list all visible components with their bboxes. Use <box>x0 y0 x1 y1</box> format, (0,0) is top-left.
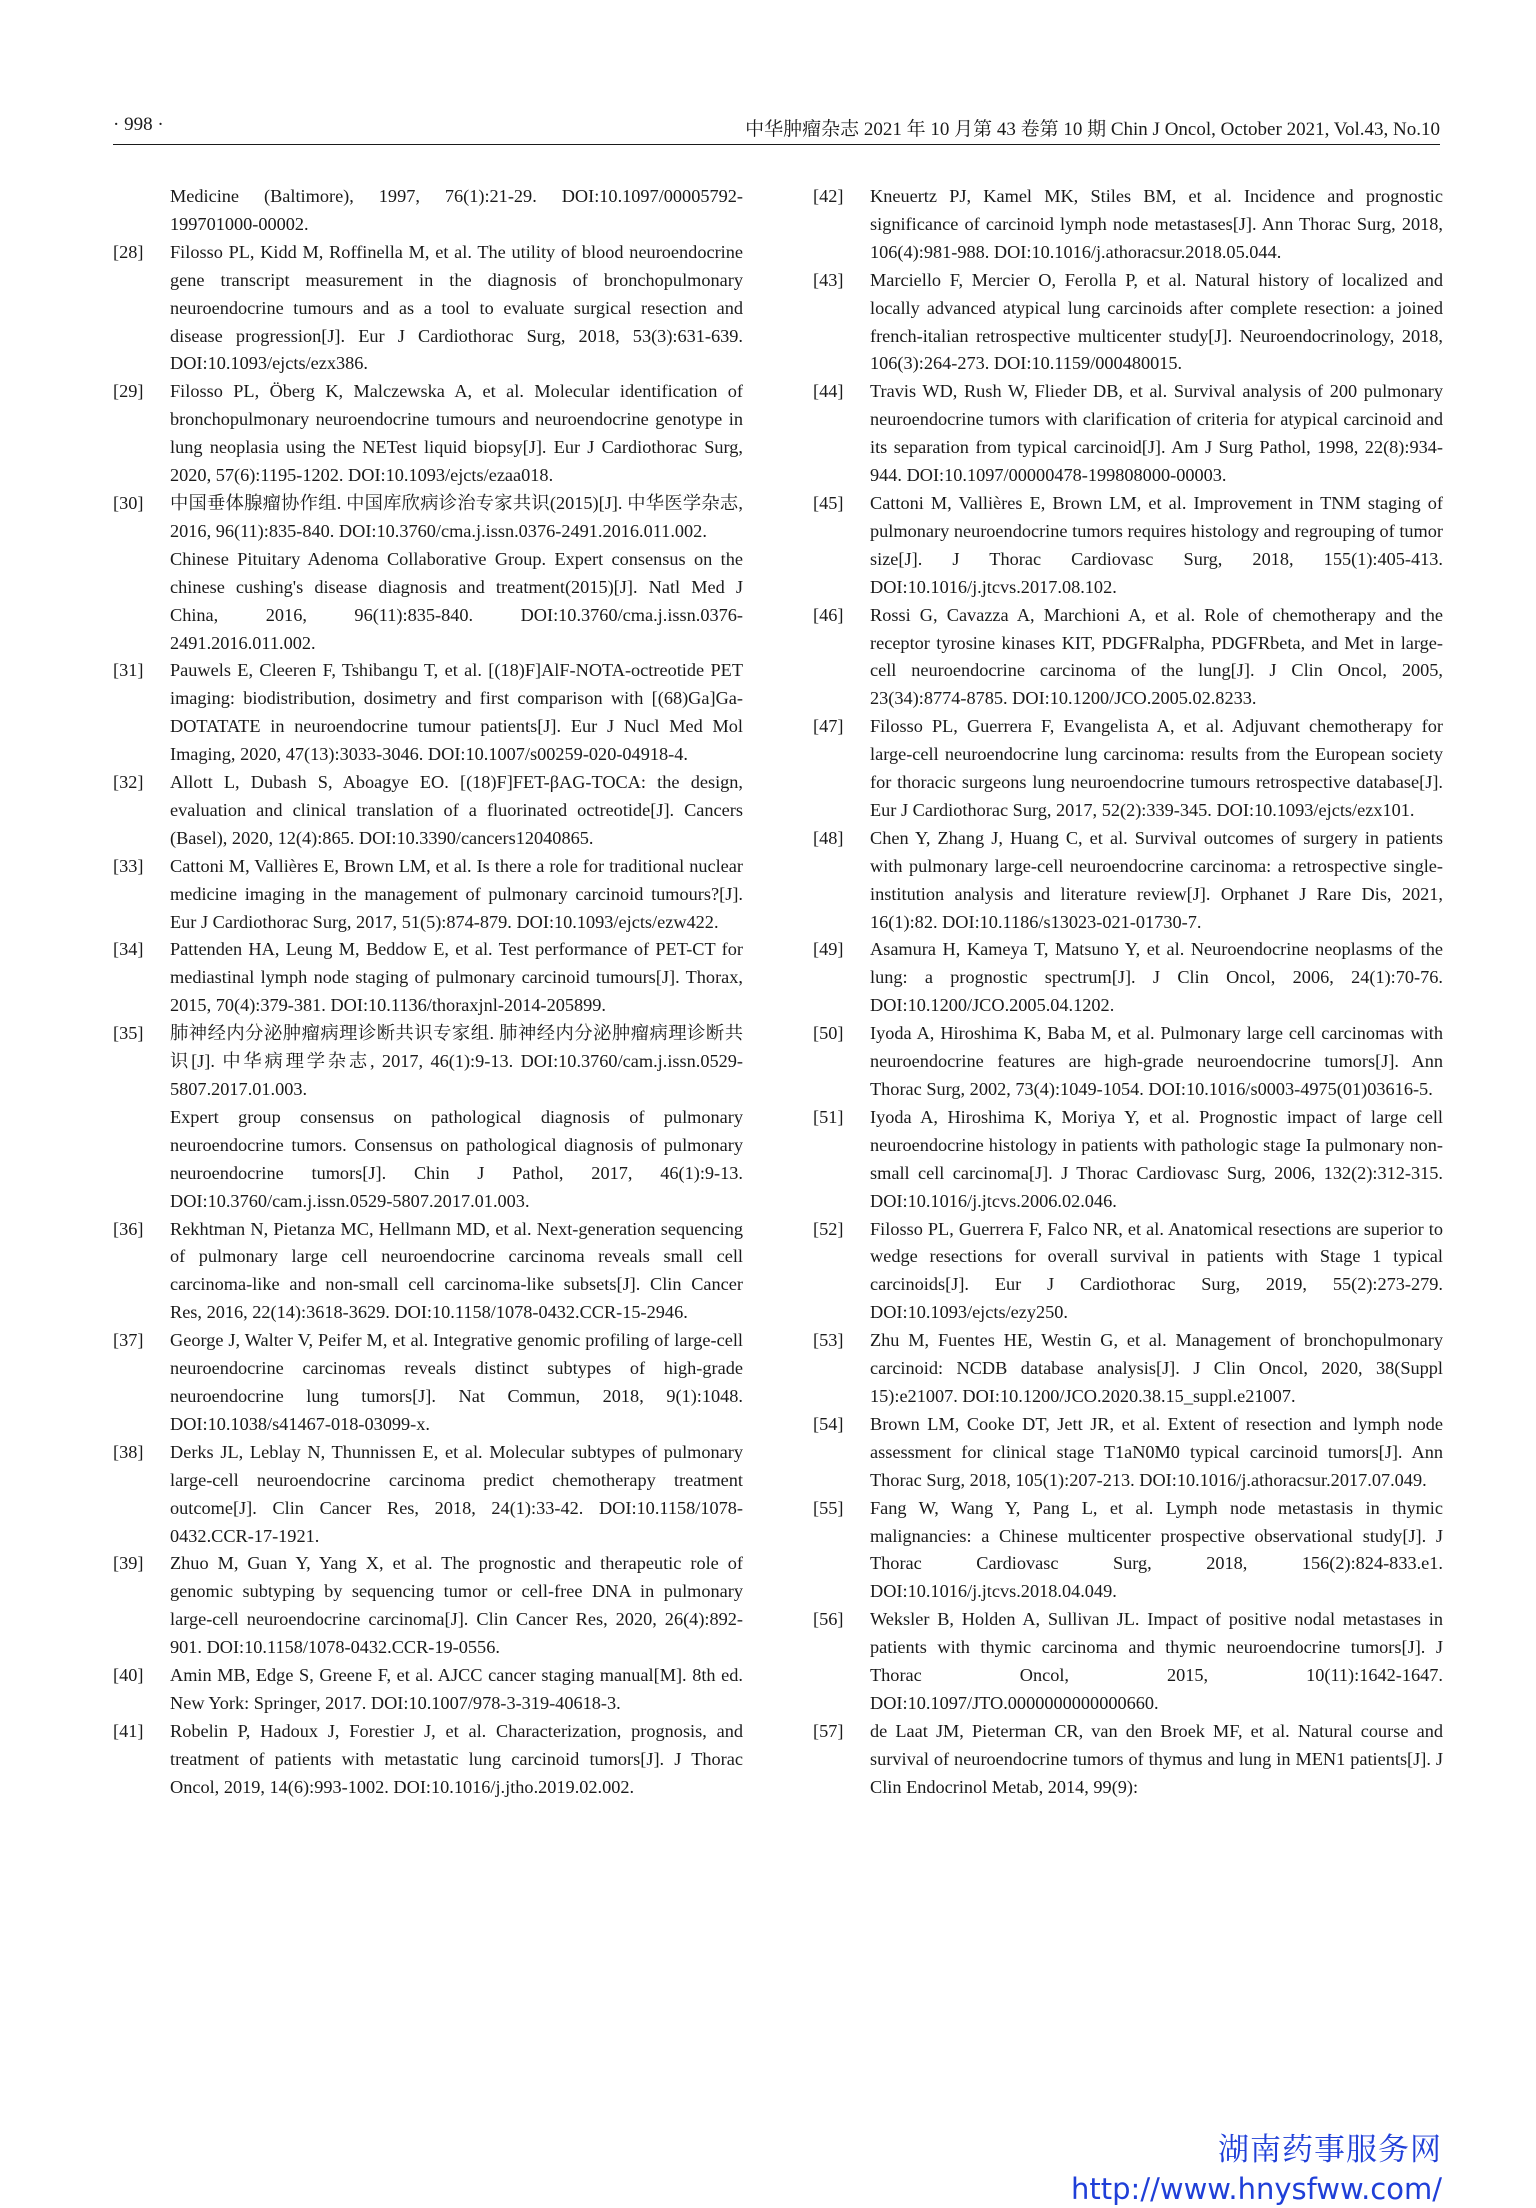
reference-number: [54] <box>813 1413 844 1434</box>
reference-number: [52] <box>813 1218 844 1239</box>
reference-item <box>813 183 1443 267</box>
reference-number: [51] <box>813 1106 844 1127</box>
reference-item <box>113 1020 743 1215</box>
page-header <box>113 112 1440 145</box>
reference-text: Zhuo M, Guan Y, Yang X, et al. The prognostic and therapeutic role of genomic subtyping by sequencing tumor or cell-free DNA in pulmonary large-cell neuroendocrine carcinoma[J]. Clin Cancer Res, 2020, 26(4):892-901. DOI:10.1158/1078-0432.CCR-19-0556. <box>170 1553 743 1658</box>
reference-text: Iyoda A, Hiroshima K, Baba M, et al. Pulmonary large cell carcinomas with neuroendocrine features are high-grade neuroendocrine tumors[J]. Ann Thorac Surg, 2002, 73(4):1049-1054. DOI:10.1016/s0003-4975(01)03616-5. <box>870 1023 1443 1099</box>
reference-item <box>813 1327 1443 1411</box>
reference-item <box>113 1662 743 1718</box>
watermark-site-name: 湖南药事服务网 <box>1218 2132 1442 2168</box>
reference-number: [47] <box>813 716 844 737</box>
reference-number: [45] <box>813 492 844 513</box>
reference-number: [57] <box>813 1720 844 1741</box>
reference-text: Rekhtman N, Pietanza MC, Hellmann MD, et al. Next-generation sequencing of pulmonary large cell neuroendocrine carcinoma reveals small cell carcinoma-like and non-small cell carcinoma-like subsets[J]. Clin Cancer Res, 2016, 22(14):3618-3629. DOI:10.1158/1078-0432.CCR-15-2946. <box>170 1218 743 1323</box>
reference-item <box>813 1020 1443 1104</box>
reference-item <box>113 769 743 853</box>
reference-number: [46] <box>813 604 844 625</box>
site-watermark <box>1071 2130 1442 2208</box>
reference-item <box>813 490 1443 602</box>
reference-text: Chen Y, Zhang J, Huang C, et al. Survival outcomes of surgery in patients with pulmonary large-cell neuroendocrine carcinoma: a retrospective single-institution analysis and literature review[J]. Orphanet J Rare Dis, 2021, 16(1):82. DOI:10.1186/s13023-021-01730-7. <box>870 827 1443 932</box>
reference-item <box>113 1216 743 1328</box>
reference-text: Rossi G, Cavazza A, Marchioni A, et al. Role of chemotherapy and the receptor tyrosine kinases KIT, PDGFRalpha, PDGFRbeta, and Met in large-cell neuroendocrine carcinoma of the lung[J]. J Clin Oncol, 2005, 23(34):8774-8785. DOI:10.1200/JCO.2005.02.8233. <box>870 604 1443 709</box>
reference-item <box>113 378 743 490</box>
reference-number: [44] <box>813 381 844 402</box>
reference-number: [36] <box>113 1218 144 1239</box>
reference-text: Filosso PL, Öberg K, Malczewska A, et al. Molecular identification of bronchopulmonary neuroendocrine tumours and neuroendocrine genotype in lung neoplasia using the NETest liquid biopsy[J]. Eur J Cardiothorac Surg, 2020, 57(6):1195-1202. DOI:10.1093/ejcts/ezaa018. <box>170 381 743 486</box>
reference-number: [55] <box>813 1497 844 1518</box>
reference-item <box>813 825 1443 937</box>
reference-text: Filosso PL, Guerrera F, Evangelista A, et al. Adjuvant chemotherapy for large-cell neuroendocrine lung carcinoma: results from the European society for thoracic surgeons lung neuroendocrine tumours retrospective database[J]. Eur J Cardiothorac Surg, 2017, 52(2):339-345. DOI:10.1093/ejcts/ezx101. <box>870 716 1443 820</box>
reference-translation: Expert group consensus on pathological diagnosis of pulmonary neuroendocrine tumors. Consensus on pathological diagnosis of pulmonary neuroendocrine tumors[J]. Chin J Pathol, 2017, 46(1):9-13. DOI:10.3760/cam.j.issn.0529-5807.2017.01.003. <box>170 1106 743 1211</box>
reference-item <box>813 1216 1443 1328</box>
reference-text: Filosso PL, Kidd M, Roffinella M, et al. The utility of blood neuroendocrine gene transcript measurement in the diagnosis of bronchopulmonary neuroendocrine tumours and as a tool to evaluate surgical resection and disease progression[J]. Eur J Cardiothorac Surg, 2018, 53(3):631-639. DOI:10.1093/ejcts/ezx386. <box>170 241 743 374</box>
reference-item <box>813 378 1443 490</box>
reference-text: Asamura H, Kameya T, Matsuno Y, et al. Neuroendocrine neoplasms of the lung: a prognostic spectrum[J]. J Clin Oncol, 2006, 24(1):70-76. DOI:10.1200/JCO.2005.04.1202. <box>870 939 1443 1016</box>
reference-text: Amin MB, Edge S, Greene F, et al. AJCC cancer staging manual[M]. 8th ed. New York: Springer, 2017. DOI:10.1007/978-3-319-40618-3. <box>170 1665 743 1713</box>
reference-item <box>113 1327 743 1439</box>
reference-text: de Laat JM, Pieterman CR, van den Broek MF, et al. Natural course and survival of neuroendocrine tumors of thymus and lung in MEN1 patients[J]. J Clin Endocrinol Metab, 2014, 99(9): <box>870 1720 1443 1797</box>
reference-text: Iyoda A, Hiroshima K, Moriya Y, et al. Prognostic impact of large cell neuroendocrine histology in patients with pathologic stage Ia pulmonary non-small cell carcinoma[J]. J Thorac Cardiovasc Surg, 2006, 132(2):312-315. DOI:10.1016/j.jtcvs.2006.02.046. <box>870 1106 1443 1211</box>
reference-text: Pattenden HA, Leung M, Beddow E, et al. Test performance of PET-CT for mediastinal lymph node staging of pulmonary carcinoid tumours[J]. Thorax, 2015, 70(4):379-381. DOI:10.1136/thoraxjnl-2014-205899. <box>170 939 743 1016</box>
reference-number: [30] <box>113 492 144 513</box>
reference-text: Brown LM, Cooke DT, Jett JR, et al. Extent of resection and lymph node assessment for clinical stage T1aN0M0 typical carcinoid tumors[J]. Ann Thorac Surg, 2018, 105(1):207-213. DOI:10.1016/j.athoracsur.2017.07.049. <box>870 1413 1443 1490</box>
reference-number: [29] <box>113 381 144 402</box>
references-left-column <box>113 183 743 1802</box>
reference-text: 中国垂体腺瘤协作组. 中国库欣病诊治专家共识(2015)[J]. 中华医学杂志, 2016, 96(11):835-840. DOI:10.3760/cma.j.issn.0376-2491.2016.011.002. <box>170 492 743 541</box>
journal-citation-line: 中华肿瘤杂志 2021 年 10 月第 43 卷第 10 期 Chin J Oncol, October 2021, Vol.43, No.10 <box>745 119 1440 140</box>
reference-item <box>813 713 1443 825</box>
reference-text: Cattoni M, Vallières E, Brown LM, et al. Is there a role for traditional nuclear medicine imaging in the management of pulmonary carcinoid tumours?[J]. Eur J Cardiothorac Surg, 2017, 51(5):874-879. DOI:10.1093/ejcts/ezw422. <box>170 855 743 932</box>
reference-number: [38] <box>113 1441 144 1462</box>
reference-item <box>113 490 743 657</box>
reference-item <box>113 853 743 937</box>
reference-item <box>113 1718 743 1802</box>
reference-item <box>113 657 743 769</box>
reference-text: Filosso PL, Guerrera F, Falco NR, et al. Anatomical resections are superior to wedge resections for overall survival in patients with Stage 1 typical carcinoids[J]. Eur J Cardiothorac Surg, 2019, 55(2):273-279. DOI:10.1093/ejcts/ezy250. <box>870 1218 1443 1323</box>
reference-text: Robelin P, Hadoux J, Forestier J, et al. Characterization, prognosis, and treatment of patients with metastatic lung carcinoid tumors[J]. J Thorac Oncol, 2019, 14(6):993-1002. DOI:10.1016/j.jtho.2019.02.002. <box>170 1720 743 1797</box>
references-right-column <box>813 183 1443 1802</box>
reference-item <box>113 1439 743 1551</box>
reference-number: [28] <box>113 241 144 262</box>
reference-item <box>813 602 1443 714</box>
reference-number: [53] <box>813 1330 844 1351</box>
reference-number: [43] <box>813 269 844 290</box>
reference-item <box>813 1718 1443 1802</box>
reference-item <box>113 1550 743 1662</box>
reference-number: [39] <box>113 1553 144 1574</box>
reference-text: Zhu M, Fuentes HE, Westin G, et al. Management of bronchopulmonary carcinoid: NCDB database analysis[J]. J Clin Oncol, 2020, 38(Suppl 15):e21007. DOI:10.1200/JCO.2020.38.15_suppl.e21007. <box>870 1330 1443 1406</box>
reference-item <box>113 183 743 239</box>
reference-number: [40] <box>113 1665 144 1686</box>
reference-text: Travis WD, Rush W, Flieder DB, et al. Survival analysis of 200 pulmonary neuroendocrine tumors with clarification of criteria for atypical carcinoid and its separation from typical carcinoid[J]. Am J Surg Pathol, 1998, 22(8):934-944. DOI:10.1097/00000478-199808000-00003. <box>870 381 1443 486</box>
reference-translation: Chinese Pituitary Adenoma Collaborative Group. Expert consensus on the chinese cushing's disease diagnosis and treatment(2015)[J]. Natl Med J China, 2016, 96(11):835-840. DOI:10.3760/cma.j.issn.0376-2491.2016.011.002. <box>170 548 743 653</box>
reference-number: [48] <box>813 827 844 848</box>
reference-item <box>813 936 1443 1020</box>
reference-number: [34] <box>113 939 144 960</box>
reference-item <box>813 1411 1443 1495</box>
reference-item <box>813 267 1443 379</box>
reference-number: [42] <box>813 186 844 206</box>
reference-text: Medicine (Baltimore), 1997, 76(1):21-29. DOI:10.1097/00005792-199701000-00002. <box>170 186 743 234</box>
reference-number: [56] <box>813 1609 844 1630</box>
reference-number: [32] <box>113 772 144 793</box>
reference-text: Derks JL, Leblay N, Thunnissen E, et al. Molecular subtypes of pulmonary large-cell neuroendocrine carcinoma predict chemotherapy treatment outcome[J]. Clin Cancer Res, 2018, 24(1):33-42. DOI:10.1158/1078-0432.CCR-17-1921. <box>170 1441 743 1546</box>
reference-number: [37] <box>113 1330 144 1351</box>
reference-number: [35] <box>113 1023 144 1044</box>
reference-number: [41] <box>113 1720 144 1741</box>
reference-text: Fang W, Wang Y, Pang L, et al. Lymph node metastasis in thymic malignancies: a Chinese multicenter prospective observational study[J]. J Thorac Cardiovasc Surg, 2018, 156(2):824-833.e1. DOI:10.1016/j.jtcvs.2018.04.049. <box>870 1497 1443 1602</box>
reference-text: George J, Walter V, Peifer M, et al. Integrative genomic profiling of large-cell neuroendocrine carcinomas reveals distinct subtypes of high-grade neuroendocrine lung tumors[J]. Nat Commun, 2018, 9(1):1048. DOI:10.1038/s41467-018-03099-x. <box>170 1330 743 1434</box>
reference-number: [50] <box>813 1023 844 1044</box>
reference-text: Pauwels E, Cleeren F, Tshibangu T, et al. [(18)F]AlF-NOTA-octreotide PET imaging: biodistribution, dosimetry and first comparison with [(68)Ga]Ga-DOTATATE in neuroendocrine tumour patients[J]. Eur J Nucl Med Mol Imaging, 2020, 47(13):3033-3046. DOI:10.1007/s00259-020-04918-4. <box>170 660 743 765</box>
reference-number: [49] <box>813 939 844 960</box>
reference-item <box>813 1495 1443 1607</box>
reference-number: [31] <box>113 660 144 681</box>
reference-item <box>113 239 743 379</box>
reference-number: [33] <box>113 855 144 876</box>
reference-text: Marciello F, Mercier O, Ferolla P, et al. Natural history of localized and locally advanced atypical lung carcinoids after complete resection: a joined french-italian retrospective multicenter study[J]. Neuroendocrinology, 2018, 106(3):264-273. DOI:10.1159/000480015. <box>870 269 1443 374</box>
reference-item <box>113 936 743 1020</box>
page-number: · 998 · <box>113 114 164 135</box>
reference-text: Weksler B, Holden A, Sullivan JL. Impact of positive nodal metastases in patients with thymic carcinoma and thymic neuroendocrine tumors[J]. J Thorac Oncol, 2015, 10(11):1642-1647. DOI:10.1097/JTO.0000000000000660. <box>870 1609 1443 1713</box>
reference-item <box>813 1104 1443 1216</box>
reference-text: 肺神经内分泌肿瘤病理诊断共识专家组. 肺神经内分泌肿瘤病理诊断共识[J]. 中华病理学杂志, 2017, 46(1):9-13. DOI:10.3760/cam.j.issn.0529-5807.2017.01.003. <box>170 1023 743 1099</box>
watermark-url: http://www.hnysfww.com/ <box>1071 2172 1442 2206</box>
reference-text: Allott L, Dubash S, Aboagye EO. [(18)F]FET-βAG-TOCA: the design, evaluation and clinical translation of a fluorinated octreotide[J]. Cancers (Basel), 2020, 12(4):865. DOI:10.3390/cancers12040865. <box>170 772 743 848</box>
reference-item <box>813 1606 1443 1718</box>
reference-text: Kneuertz PJ, Kamel MK, Stiles BM, et al. Incidence and prognostic significance of carcinoid lymph node metastases[J]. Ann Thorac Surg, 2018, 106(4):981-988. DOI:10.1016/j.athoracsur.2018.05.044. <box>870 186 1443 262</box>
reference-text: Cattoni M, Vallières E, Brown LM, et al. Improvement in TNM staging of pulmonary neuroendocrine tumors requires histology and regrouping of tumor size[J]. J Thorac Cardiovasc Surg, 2018, 155(1):405-413. DOI:10.1016/j.jtcvs.2017.08.102. <box>870 492 1443 597</box>
